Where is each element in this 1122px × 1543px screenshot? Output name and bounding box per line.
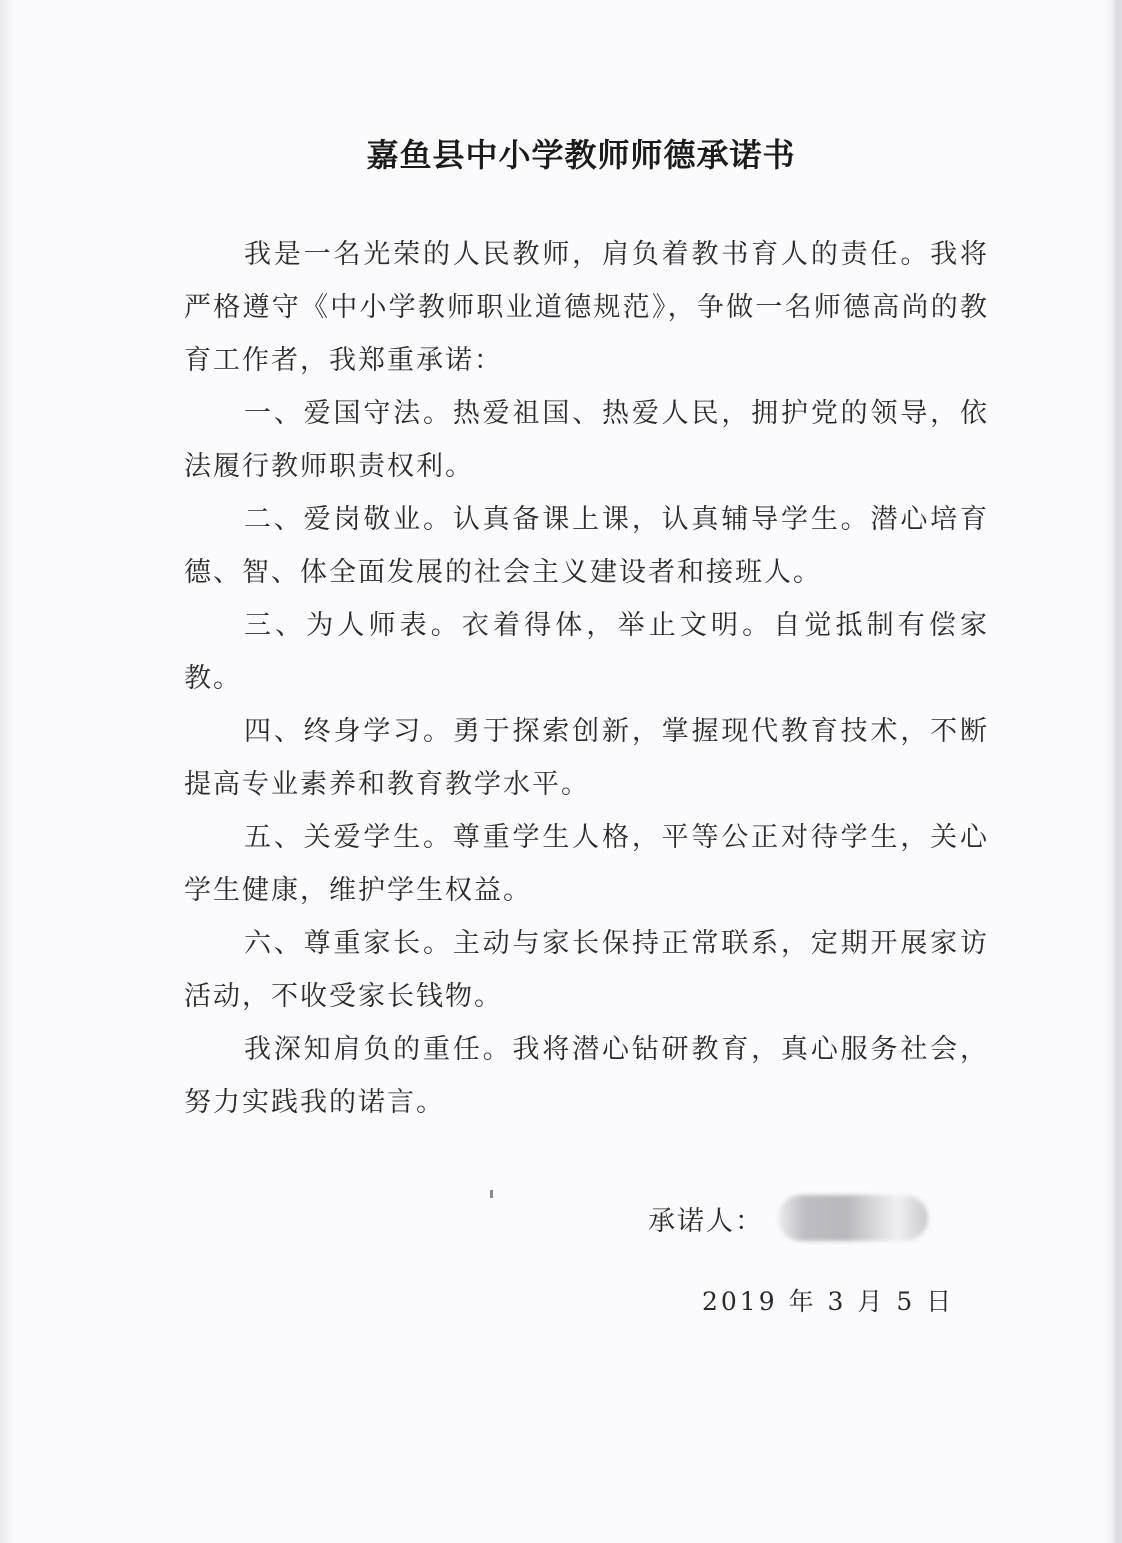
- signing-date: 2019 年 3 月 5 日: [702, 1287, 955, 1316]
- document-body: [184, 228, 989, 1129]
- closing-paragraph: 我深知肩负的重任。我将潜心钻研教育，真心服务社会，努力实践我的诺言。: [184, 1034, 989, 1118]
- page-left-edge: [0, 0, 14, 1543]
- document-title: 嘉鱼县中小学教师师德承诺书: [366, 136, 796, 174]
- page-right-edge: [1104, 0, 1122, 1543]
- scan-speck: [490, 1190, 493, 1198]
- commitment-item: 一、爱国守法。热爱祖国、热爱人民，拥护党的领导，依法履行教师职责权利。: [184, 398, 989, 482]
- redacted-signature: [778, 1195, 928, 1241]
- commitment-item: 二、爱岗敬业。认真备课上课，认真辅导学生。潜心培育德、智、体全面发展的社会主义建设者和接班人。: [184, 504, 989, 588]
- commitment-item: 五、关爱学生。尊重学生人格，平等公正对待学生，关心学生健康，维护学生权益。: [184, 822, 989, 906]
- signature-label: 承诺人：: [648, 1205, 764, 1237]
- signature-row: [648, 1193, 928, 1243]
- commitment-item: 四、终身学习。勇于探索创新，掌握现代教育技术，不断提高专业素养和教育教学水平。: [184, 716, 989, 800]
- commitment-item: 六、尊重家长。主动与家长保持正常联系，定期开展家访活动，不收受家长钱物。: [184, 928, 989, 1012]
- commitment-item: 三、为人师表。衣着得体，举止文明。自觉抵制有偿家教。: [184, 610, 989, 694]
- intro-paragraph: 我是一名光荣的人民教师，肩负着教书育人的责任。我将严格遵守《中小学教师职业道德规范》，争做一名师德高尚的教育工作者，我郑重承诺：: [184, 239, 989, 376]
